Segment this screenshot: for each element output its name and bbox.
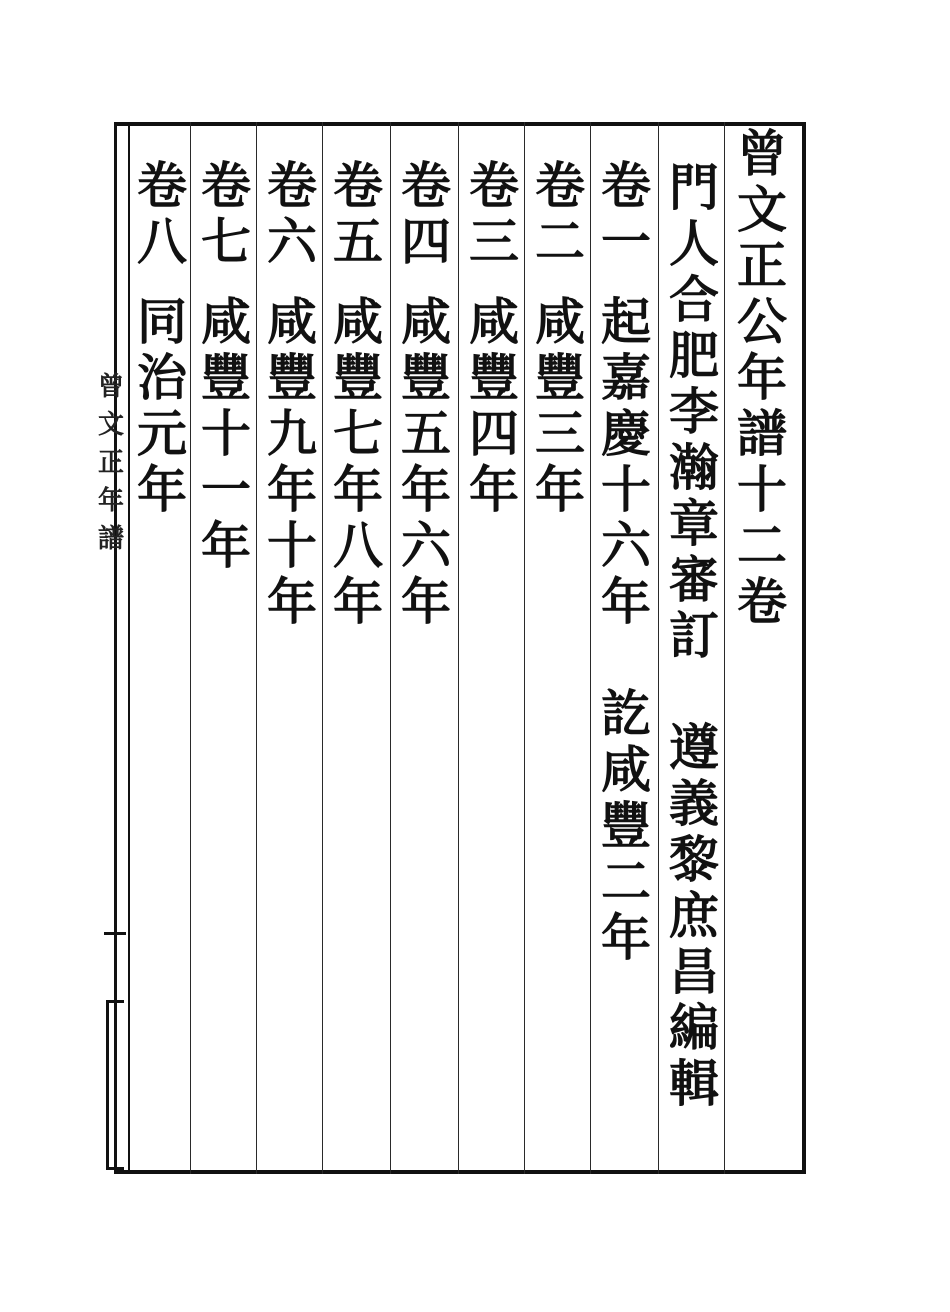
column-rule [390,122,391,1174]
volume-label: 卷 六 [267,156,317,271]
volume-range: 同 治 元 年 [137,292,187,519]
contents-entry [194,158,258,574]
title-column [730,126,794,630]
margin-bracket [106,1000,124,1170]
contents-entry [594,158,658,966]
volume-range-end: 訖 咸 豐 二 年 [601,684,651,967]
contents-entry [130,158,194,518]
contents-entry [528,158,592,518]
contents-entry [260,158,324,630]
margin-title: 曾 文 正 年 譜 [97,372,124,554]
volume-label: 卷 八 [137,156,187,271]
volume-label: 卷 三 [469,156,519,271]
volume-range: 咸 豐 五 年 六 年 [401,292,451,631]
volume-label: 卷 七 [201,156,251,271]
volume-label: 卷 五 [333,156,383,271]
contents-entry [462,158,526,518]
volume-range: 咸 豐 七 年 八 年 [333,292,383,631]
contents-entry [326,158,390,630]
volume-range: 咸 豐 九 年 十 年 [267,292,317,631]
volume-label: 卷 二 [535,156,585,271]
column-rule [658,122,659,1174]
fish-tail-mark [104,932,126,935]
contents-entry [394,158,458,630]
compiler-credit: 遵 義 黎 庶 昌 編 輯 [669,718,719,1113]
reviser-credit: 門 人 合 肥 李 瀚 章 審 訂 [669,158,719,665]
volume-label: 卷 四 [401,156,451,271]
volume-range: 咸 豐 四 年 [469,292,519,519]
volume-range-start: 起 嘉 慶 十 六 年 [601,292,651,631]
volume-range: 咸 豐 三 年 [535,292,585,519]
volume-label: 卷 一 [601,156,651,271]
volume-range: 咸 豐 十 一 年 [201,292,251,575]
column-rule [458,122,459,1174]
editor-column [662,160,726,1112]
book-title: 曾 文 正 公 年 譜 十 二 卷 [737,124,787,631]
